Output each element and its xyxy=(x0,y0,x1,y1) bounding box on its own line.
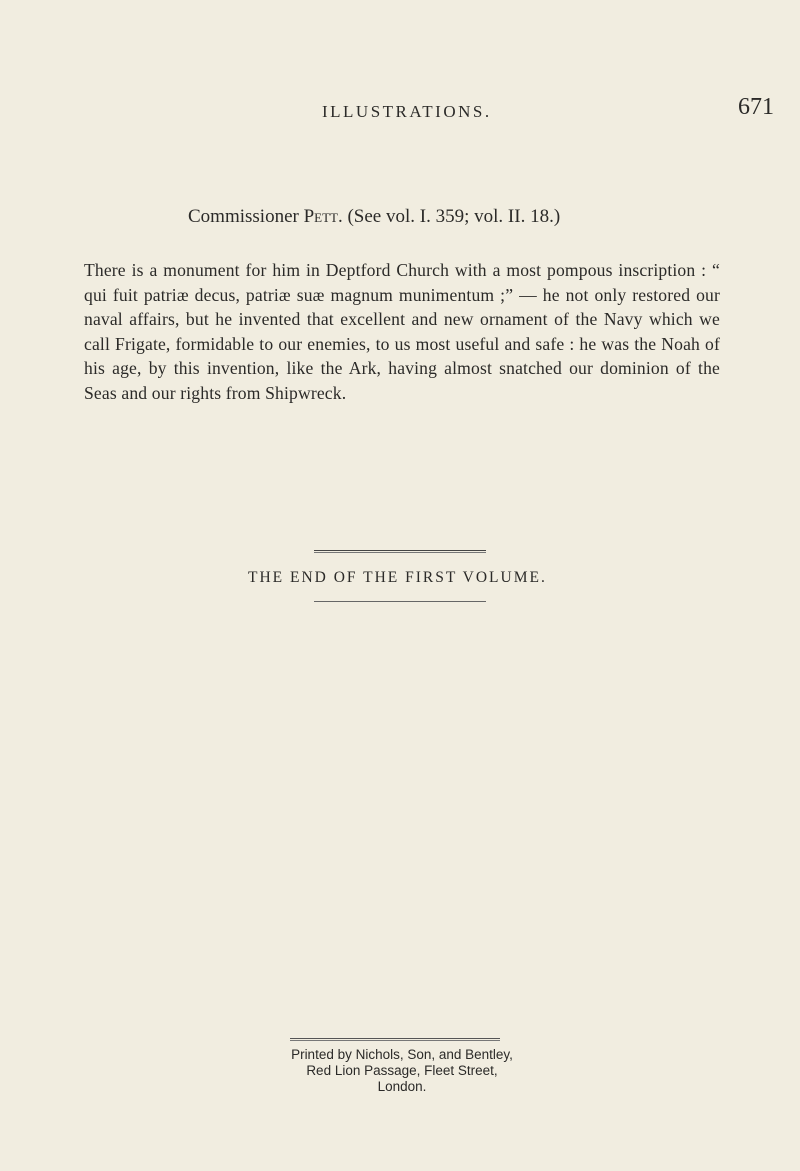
page-number: 671 xyxy=(738,94,774,120)
section-heading xyxy=(188,206,560,228)
heading-name: Pett. xyxy=(303,206,343,227)
body-paragraph: There is a monument for him in Deptford Church with a most pompous inscription : “ qui fuit patriæ decus, patriæ suæ magnum munimentum ;” — he not only restored our naval affairs, but he invented that excellent and new ornament of the Navy which we call Frigate, formidable to our enemies, to us most useful and safe : he was the Noah of his age, by this invention, like the Ark, having almost snatched our dominion of the Seas and our rights from Shipwreck. xyxy=(84,260,720,403)
imprint-rule xyxy=(290,1038,500,1041)
imprint-line-1: Printed by Nichols, Son, and Bentley, xyxy=(291,1047,513,1062)
printer-imprint xyxy=(282,1047,522,1095)
running-head: ILLUSTRATIONS. xyxy=(322,102,492,121)
imprint-line-2: Red Lion Passage, Fleet Street, London. xyxy=(306,1063,498,1094)
divider-rule-bottom xyxy=(314,601,486,602)
divider-rule-top xyxy=(314,550,486,553)
end-of-volume-title: THE END OF THE FIRST VOLUME. xyxy=(248,569,547,586)
heading-reference: (See vol. I. 359; vol. II. 18.) xyxy=(342,206,561,227)
heading-name-prefix: Commissioner xyxy=(188,206,304,227)
